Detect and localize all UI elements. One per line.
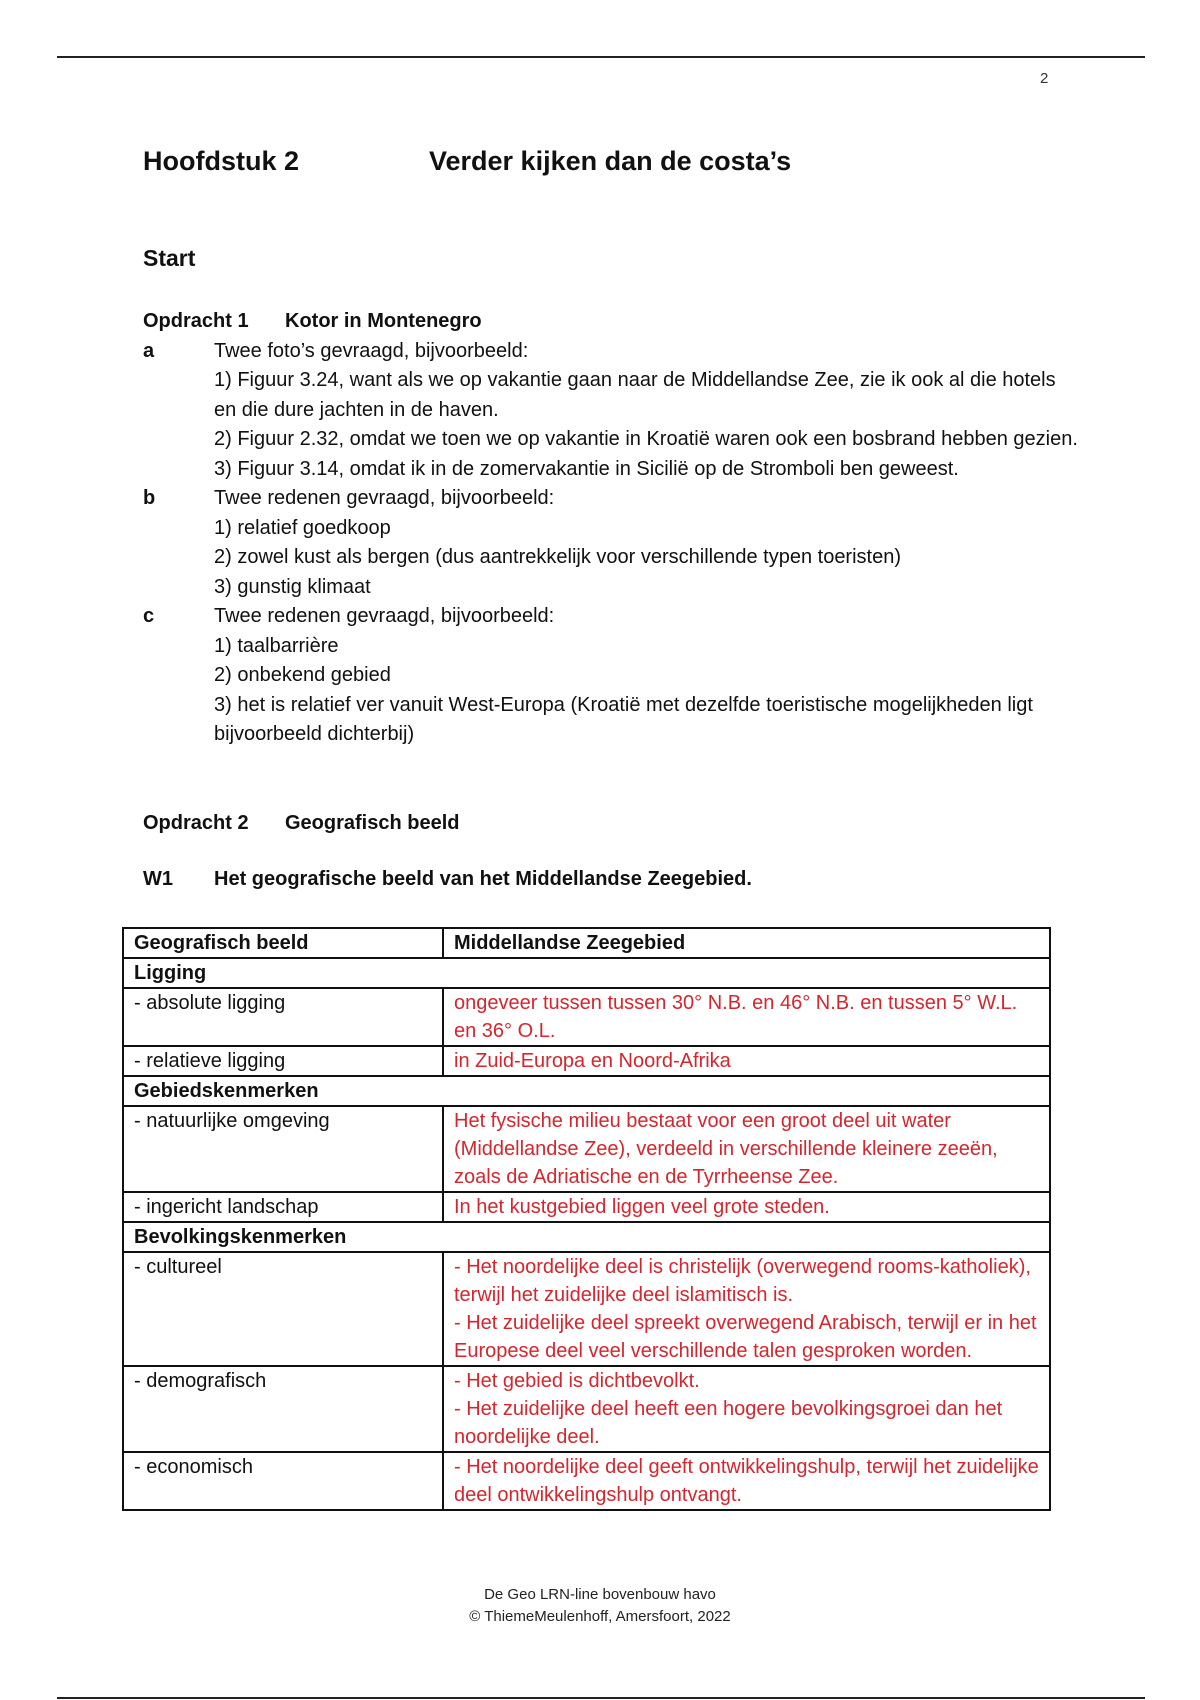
answer-line: Twee redenen gevraagd, bijvoorbeeld: (214, 487, 555, 509)
table-row (123, 1366, 1050, 1452)
question-c (143, 602, 1083, 750)
row-label: - ingericht landschap (123, 1192, 443, 1222)
chapter-title: Verder kijken dan de costa’s (429, 146, 792, 176)
page-footer (0, 1584, 1200, 1628)
section-heading: Start (143, 245, 196, 271)
answer-line: 1) relatief goedkoop (214, 516, 391, 539)
table-section-row (123, 958, 1050, 988)
section-cell: Bevolkingskenmerken (123, 1222, 1050, 1252)
chapter-label: Hoofdstuk 2 (143, 146, 300, 176)
answer-line: 2) onbekend gebied (214, 664, 391, 686)
table-row (123, 1046, 1050, 1076)
answer-line: Twee foto’s gevraagd, bijvoorbeeld: (214, 339, 529, 362)
geografisch-beeld-table (122, 927, 1051, 1511)
answer-line: 3) het is relatief ver vanuit West-Europa (Kroatië met dezelfde toeristische mogelijkheden ligt bijvoorbeeld dichterbij) (214, 693, 1033, 745)
footer-line: © ThiemeMeulenhoff, Amersfoort, 2022 (469, 1608, 731, 1625)
page-number: 2 (1040, 70, 1049, 87)
row-label: - economisch (123, 1452, 443, 1510)
question-letter: b (143, 487, 156, 509)
answer-line: 1) taalbarrière (214, 634, 339, 657)
answer-line: - Het zuidelijke deel spreekt overwegend Arabisch, terwijl er in het Europese deel veel verschillende talen gesproken worden. (454, 1312, 1037, 1362)
w1-number: W1 (143, 868, 173, 890)
row-label: - demografisch (123, 1366, 443, 1452)
answer-line: - Het zuidelijke deel heeft een hogere bevolkingsgroei dan het noordelijke deel. (454, 1398, 1003, 1448)
section-cell: Ligging (123, 958, 1050, 988)
answer-line: 3) Figuur 3.14, omdat ik in de zomervakantie in Sicilië op de Stromboli ben geweest. (214, 457, 959, 480)
opdracht-number: Opdracht 1 (143, 310, 249, 332)
header-cell: Middellandse Zeegebied (443, 928, 1050, 958)
answer-line: 2) zowel kust als bergen (dus aantrekkelijk voor verschillende typen toeristen) (214, 546, 902, 568)
question-b (143, 484, 1083, 602)
table-row (123, 1106, 1050, 1192)
question-letter: a (143, 339, 155, 362)
table-header-row (123, 928, 1050, 958)
w1-heading (143, 868, 752, 891)
answer-line: 2) Figuur 2.32, omdat we toen we op vakantie in Kroatië waren ook een bosbrand hebben gezien. (214, 428, 1078, 450)
row-answer: ongeveer tussen tussen 30° N.B. en 46° N.B. en tussen 5° W.L. en 36° O.L. (443, 988, 1050, 1046)
row-label: - cultureel (123, 1252, 443, 1366)
top-rule (57, 56, 1145, 58)
row-label: - relatieve ligging (123, 1046, 443, 1076)
answer-line: 3) gunstig klimaat (214, 575, 371, 598)
opdracht-2-heading (143, 809, 1083, 839)
row-answer (443, 1452, 1050, 1510)
table-section-row (123, 1222, 1050, 1252)
answer-line: Twee redenen gevraagd, bijvoorbeeld: (214, 605, 555, 627)
opdracht-title: Geografisch beeld (285, 812, 460, 834)
row-answer (443, 1252, 1050, 1366)
row-answer: In het kustgebied liggen veel grote steden. (443, 1192, 1050, 1222)
section-cell: Gebiedskenmerken (123, 1076, 1050, 1106)
opdracht-number: Opdracht 2 (143, 812, 249, 834)
answer-line: 1) Figuur 3.24, want als we op vakantie gaan naar de Middellandse Zee, zie ik ook al die hotels en die dure jachten in de haven. (214, 369, 1056, 421)
answer-line: - Het noordelijke deel geeft ontwikkelingshulp, terwijl het zuidelijke deel ontwikkelingshulp ontvangt. (454, 1456, 1039, 1506)
opdracht-1-heading (143, 307, 1083, 337)
opdracht-2 (143, 809, 1083, 839)
w1-title: Het geografische beeld van het Middellandse Zeegebied. (214, 868, 752, 890)
row-label: - natuurlijke omgeving (123, 1106, 443, 1192)
opdracht-title: Kotor in Montenegro (285, 310, 482, 332)
question-a (143, 337, 1083, 485)
table-row (123, 988, 1050, 1046)
question-letter: c (143, 605, 155, 627)
footer-line: De Geo LRN-line bovenbouw havo (484, 1586, 716, 1603)
answer-line: - Het gebied is dichtbevolkt. (454, 1370, 700, 1392)
header-cell: Geografisch beeld (123, 928, 443, 958)
row-answer (443, 1366, 1050, 1452)
table-section-row (123, 1076, 1050, 1106)
table-row (123, 1252, 1050, 1366)
bottom-rule (57, 1697, 1145, 1699)
table-row (123, 1452, 1050, 1510)
row-answer: Het fysische milieu bestaat voor een groot deel uit water (Middellandse Zee), verdeeld in verschillende kleinere zeeën, zoals de Adriatische en de Tyrrheense Zee. (443, 1106, 1050, 1192)
table-row (123, 1192, 1050, 1222)
row-answer: in Zuid-Europa en Noord-Afrika (443, 1046, 1050, 1076)
opdracht-1 (143, 307, 1083, 750)
row-label: - absolute ligging (123, 988, 443, 1046)
answer-line: - Het noordelijke deel is christelijk (overwegend rooms-katholiek), terwijl het zuidelijke deel islamitisch is. (454, 1256, 1031, 1306)
